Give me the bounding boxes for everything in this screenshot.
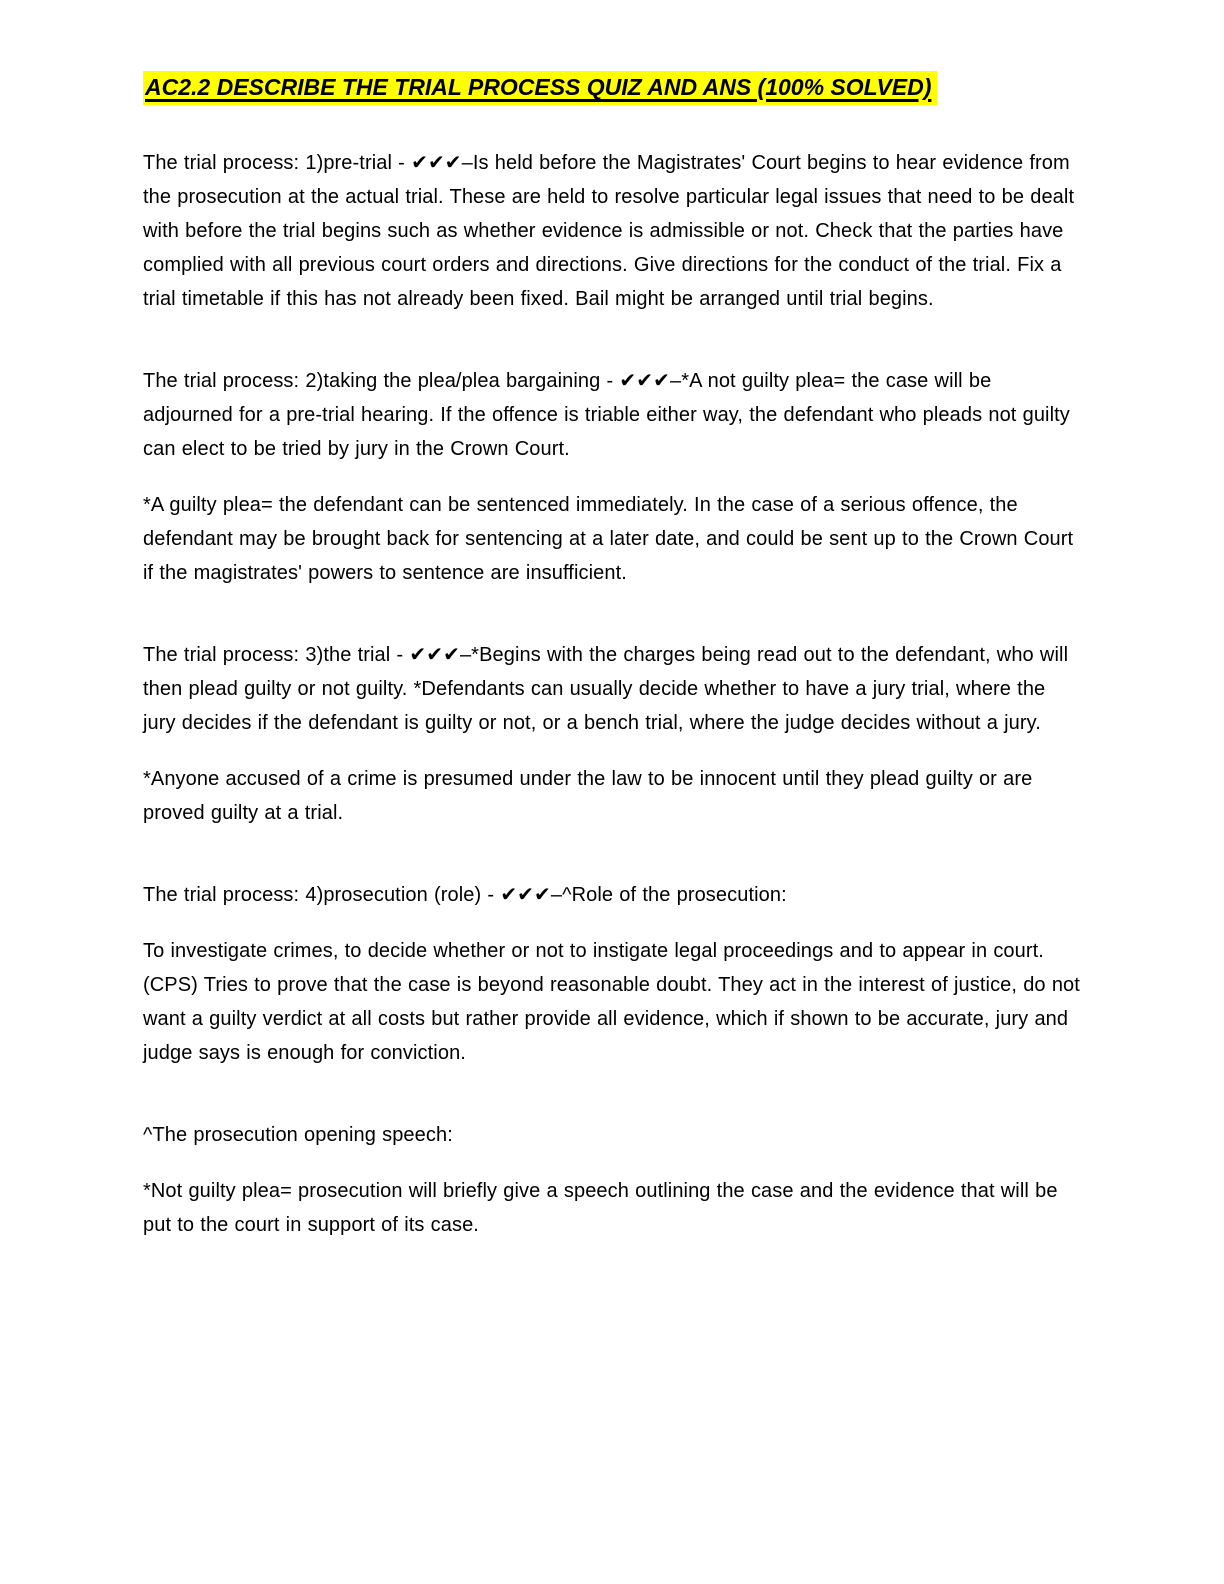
paragraph-presumed-innocent: *Anyone accused of a crime is presumed under the law to be innocent until they plead guilty or are proved guilty at a trial. bbox=[143, 768, 1033, 824]
paragraph-not-guilty-opening: *Not guilty plea= prosecution will briefly give a speech outlining the case and the evidence that will be put to the court in support of its case. bbox=[143, 1180, 1058, 1236]
paragraph-prosecution-role: The trial process: 4)prosecution (role) - ✔✔✔–^Role of the prosecution: bbox=[143, 884, 787, 906]
paragraph-taking-plea: The trial process: 2)taking the plea/plea bargaining - ✔✔✔–*A not guilty plea= the case will be adjourned for a pre-trial hearing. If the offence is triable either way, the defendant who pleads not guilty can elect to be tried by jury in the Crown Court. bbox=[143, 370, 1070, 460]
paragraph-guilty-plea: *A guilty plea= the defendant can be sentenced immediately. In the case of a serious offence, the defendant may be brought back for sentencing at a later date, and could be sent up to the Crown Court if the magistrates' powers to sentence are insufficient. bbox=[143, 494, 1074, 584]
paragraph-opening-speech-heading: ^The prosecution opening speech: bbox=[143, 1124, 453, 1146]
paragraph-the-trial: The trial process: 3)the trial - ✔✔✔–*Begins with the charges being read out to the defendant, who will then plead guilty or not guilty. *Defendants can usually decide whether to have a jury trial, where the jury decides if the defendant is guilty or not, or a bench trial, where the judge decides without a jury. bbox=[143, 644, 1069, 734]
document-title-highlight: AC2.2 DESCRIBE THE TRIAL PROCESS QUIZ AND ANS (100% SOLVED) bbox=[143, 71, 937, 105]
document-title bbox=[143, 68, 1081, 106]
paragraph-investigate-crimes: To investigate crimes, to decide whether or not to instigate legal proceedings and to appear in court. (CPS) Tries to prove that the case is beyond reasonable doubt. They act in the interest of justice, do not want a guilty verdict at all costs but rather provide all evidence, which if shown to be accurate, jury and judge says is enough for conviction. bbox=[143, 940, 1080, 1064]
paragraph-pretrial: The trial process: 1)pre-trial - ✔✔✔–Is held before the Magistrates' Court begins to hear evidence from the prosecution at the actual trial. These are held to resolve particular legal issues that need to be dealt with before the trial begins such as whether evidence is admissible or not. Check that the parties have complied with all previous court orders and directions. Give directions for the conduct of the trial. Fix a trial timetable if this has not already been fixed. Bail might be arranged until trial begins. bbox=[143, 152, 1075, 310]
